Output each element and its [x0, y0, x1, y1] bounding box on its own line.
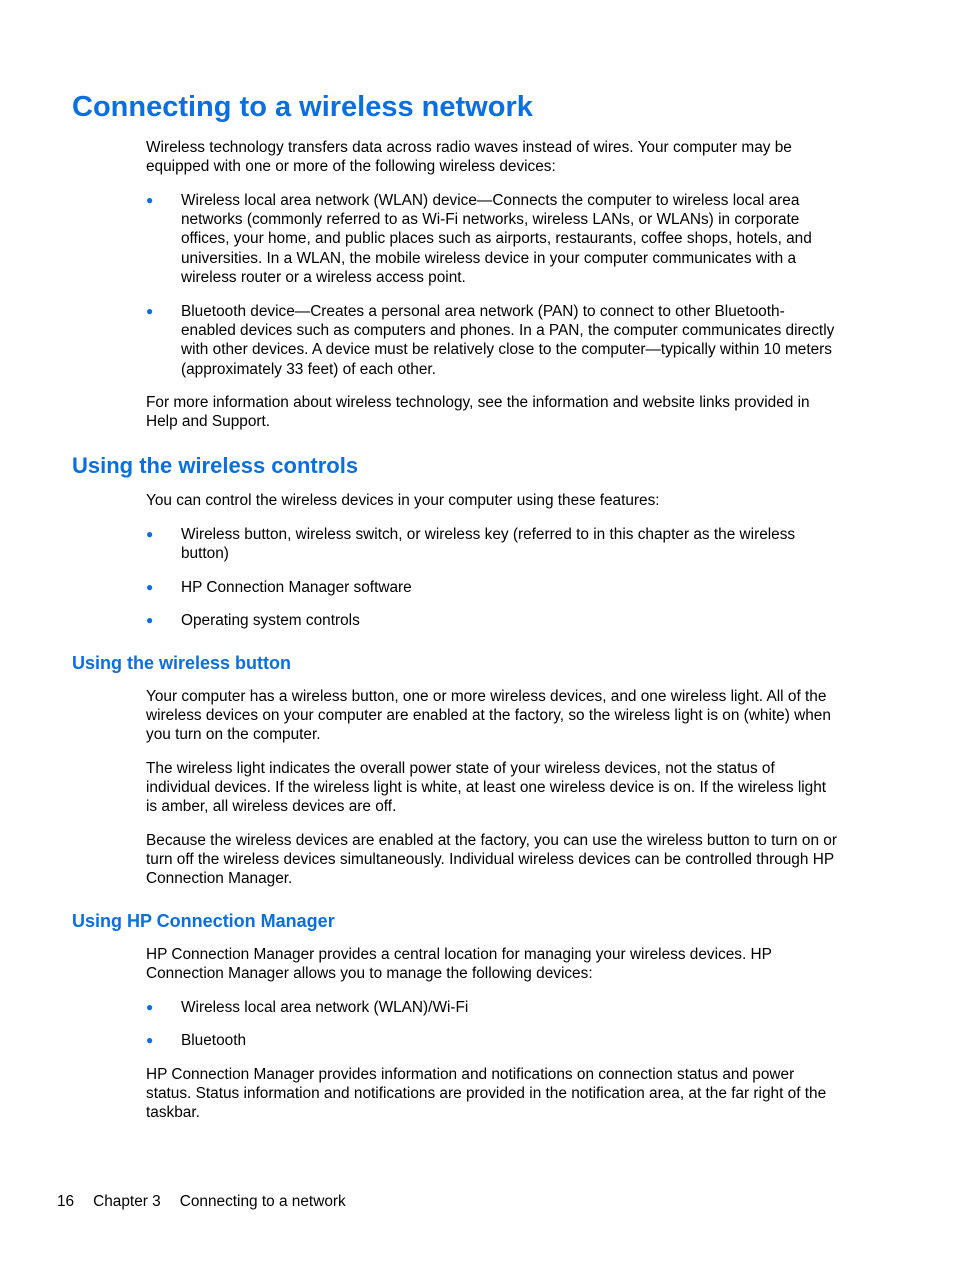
page-footer — [57, 1192, 346, 1211]
intro-paragraph: Wireless technology transfers data across radio waves instead of wires. Your computer may be equipped with one or more of the following wireless devices: — [146, 139, 792, 176]
chapter-title: Connecting to a network — [179, 1193, 346, 1210]
section-heading-wireless-controls: Using the wireless controls — [72, 453, 359, 478]
bullet-icon: ● — [146, 527, 154, 541]
connection-manager-paragraph-1: HP Connection Manager provides a central location for managing your wireless devices. HP Connection Manager allows you to manage the following devices: — [146, 946, 772, 983]
wireless-button-paragraph-1: Your computer has a wireless button, one or more wireless devices, and one wireless light. All of the wireless devices on your computer are enabled at the factory, so the wireless light is on (white) when you turn on the computer. — [146, 688, 831, 744]
subsection-heading-wireless-button: Using the wireless button — [72, 653, 292, 673]
bullet-icon: ● — [146, 613, 154, 627]
bullet-icon: ● — [146, 304, 154, 318]
bullet-icon: ● — [146, 1033, 154, 1047]
page-title: Connecting to a wireless network — [72, 91, 533, 123]
subsection-heading-hp-connection-manager: Using HP Connection Manager — [72, 911, 335, 931]
bullet-icon: ● — [146, 193, 154, 207]
bullet-icon: ● — [146, 580, 154, 594]
document-page: Connecting to a wireless network Wireless technology transfers data across radio waves instead of wires. Your computer may be equipped with one or more of the following wireless devices: ● Wireless local area network (WLAN) device—Connects the computer to wireless local area networks (commonly referred to as Wi-Fi networks, wireless LANs, or WLANs) in corporate offices, your home, and public places such as airports, restaurants, coffee shops, hotels, and universities. In a WLAN, the mobile wireless device in your computer communicates with a wireless router or a wireless access point. ● Bluetooth device—Creates a personal area network (PAN) to connect to other Bluetooth- enabled devices such as computers and phones. In a PAN, the computer communicates directly with other devices. A device must be relatively close to the computer—typically within 10 meters (approximately 33 feet) of each other. For more information about wireless technology, see the information and website links provided in Help and Support. Using the wireless controls You can control the wireless devices in your computer using these features: ● Wireless button, wireless switch, or wireless key (referred to in this chapter as the wireless button) ● HP Connection Manager software ● Operating system controls Using the wireless button Your computer has a wireless button, one or more wireless devices, and one wireless light. All of the wireless devices on your computer are enabled at the factory, so the wireless light is on (white) when you turn on the computer. The wireless light indicates the overall power state of your wireless devices, not the status of individual devices. If the wireless light is white, at least one wireless device is on. If the wireless light is amber, all wireless devices are off. Because the wireless devices are enabled at the factory, you can use the wireless button to turn on or turn off the wireless devices simultaneously. Individual wireless devices can be controlled through HP Connection Manager. Using HP Connection Manager HP Connection Manager provides a central location for managing your wireless devices. HP Connection Manager allows you to manage the following devices: ● Wireless local area network (WLAN)/Wi-Fi ● Bluetooth HP Connection Manager provides information and notifications on connection status and power status. Status information and notifications are provided in the notification area, at the far right of the taskbar. 16 Chapter 3 Connecting to a network — [0, 0, 954, 1270]
wireless-button-paragraph-3: Because the wireless devices are enabled at the factory, you can use the wireless button to turn on or turn off the wireless devices simultaneously. Individual wireless devices can be controlled through HP Connection Manager. — [146, 832, 837, 888]
page-number: 16 — [57, 1193, 75, 1210]
controls-intro: You can control the wireless devices in your computer using these features: — [146, 492, 660, 509]
wireless-button-paragraph-2: The wireless light indicates the overall power state of your wireless devices, not the status of individual devices. If the wireless light is white, at least one wireless device is on. If the wireless light is amber, all wireless devices are off. — [146, 760, 827, 816]
chapter-label: Chapter 3 — [93, 1193, 161, 1210]
bullet-icon: ● — [146, 1000, 154, 1014]
connection-manager-paragraph-2: HP Connection Manager provides information and notifications on connection status and power status. Status information and notifications are provided in the notification area, at the far right of the taskbar. — [146, 1066, 827, 1122]
more-info-paragraph: For more information about wireless technology, see the information and website links provided in Help and Support. — [146, 394, 810, 431]
